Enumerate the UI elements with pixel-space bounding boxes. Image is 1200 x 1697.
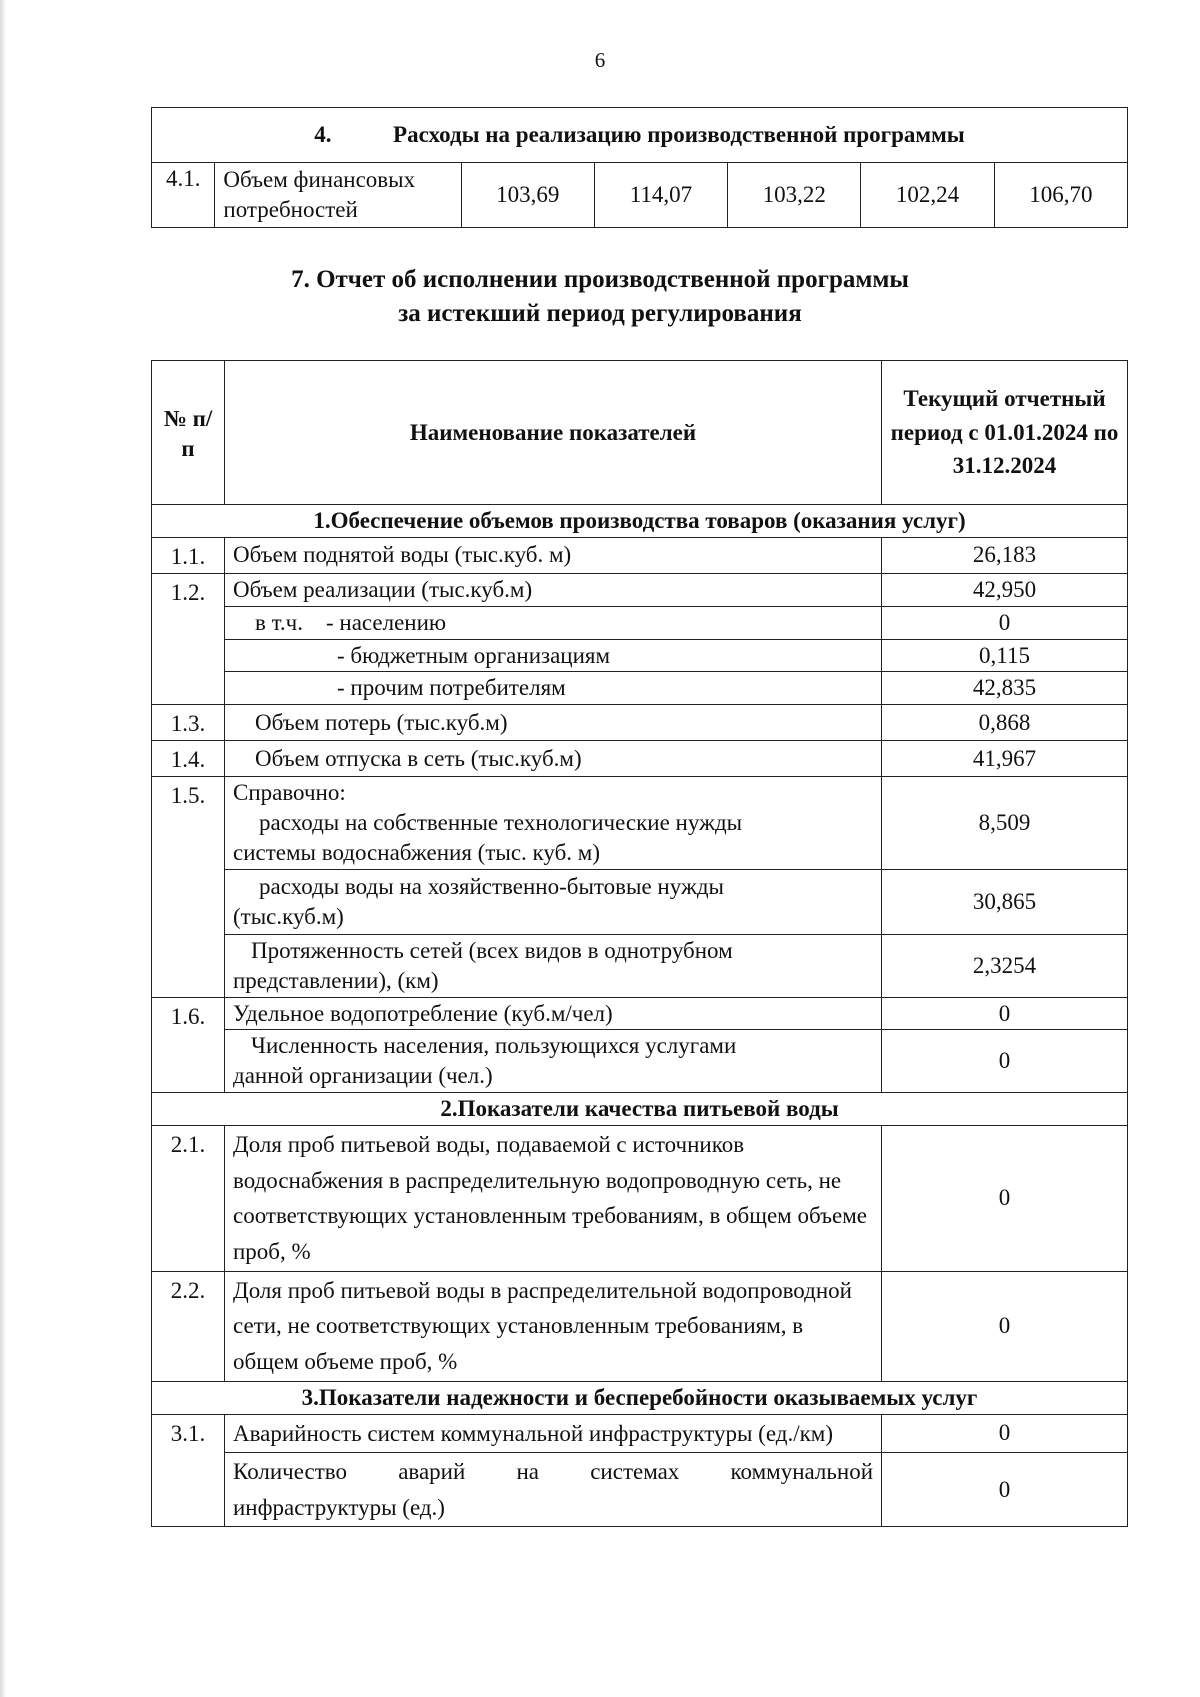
row-value: 42,835 <box>882 672 1128 705</box>
section-title-line2: за истекший период регулирования <box>398 300 802 327</box>
row-name: расходы воды на хозяйственно-бытовые нужды <box>259 873 724 899</box>
table-row <box>152 606 1128 639</box>
row-name-cont: (тыс.куб.м) <box>233 903 344 929</box>
header-num: 4. <box>314 122 332 148</box>
column-header-num: № п/п <box>152 361 225 505</box>
row-value: 30,865 <box>882 869 1128 934</box>
section-heading: 1.Обеспечение объемов производства товаров (оказания услуг) <box>152 505 1128 538</box>
row-name-cont: данной организации (чел.) <box>233 1063 493 1089</box>
row-num: 2.2. <box>152 1271 225 1381</box>
section-row <box>152 1093 1128 1126</box>
row-name: Объем финансовых потребностей <box>215 163 461 228</box>
row-value: 0 <box>882 1126 1128 1272</box>
row-name-cont: инфраструктуры (ед.) <box>233 1494 445 1520</box>
value-cell: 103,69 <box>461 163 594 228</box>
value-cell: 114,07 <box>594 163 727 228</box>
row-name: Объем поднятой воды (тыс.куб. м) <box>225 537 882 573</box>
row-value: 0,115 <box>882 639 1128 672</box>
row-name: Объем потерь (тыс.куб.м) <box>225 705 882 741</box>
row-name: Объем реализации (тыс.куб.м) <box>225 573 882 606</box>
section-row <box>152 505 1128 538</box>
row-name-cont: представлении), (км) <box>233 967 439 993</box>
row-name: - прочим потребителям <box>225 672 882 705</box>
row-name-block <box>225 1453 882 1527</box>
row-name: Доля проб питьевой воды, подаваемой с источников водоснабжения в распределительную водопроводную сеть, не соответствующих установленным требованиям, в общем объеме проб, % <box>225 1126 882 1272</box>
row-name: Протяженность сетей (всех видов в однотрубном <box>251 937 733 963</box>
row-value: 41,967 <box>882 741 1128 777</box>
table-row <box>152 1030 1128 1093</box>
section-row <box>152 1381 1128 1414</box>
row-name-block <box>225 934 882 997</box>
table-row <box>152 163 1128 228</box>
table-row <box>152 741 1128 777</box>
table-row <box>152 997 1128 1030</box>
section-title <box>0 263 1200 331</box>
row-num: 3.1. <box>152 1414 225 1527</box>
row-value: 8,509 <box>882 777 1128 870</box>
table-row <box>152 705 1128 741</box>
table-head-row <box>152 361 1128 505</box>
row-name: - бюджетным организациям <box>225 639 882 672</box>
row-value: 0 <box>882 606 1128 639</box>
row-name-block <box>225 1030 882 1093</box>
section-title-line1: 7. Отчет об исполнении производственной программы <box>291 266 909 293</box>
row-name: в т.ч. - населению <box>225 606 882 639</box>
row-name: Удельное водопотребление (куб.м/чел) <box>225 997 882 1030</box>
row-name: Количество аварий на системах коммунальной <box>233 1459 873 1485</box>
column-header-period: Текущий отчетный период с 01.01.2024 по 31.12.2024 <box>882 361 1128 505</box>
reference-label: Справочно: <box>233 780 346 806</box>
table-row <box>152 1453 1128 1527</box>
row-name: Доля проб питьевой воды в распределительной водопроводной сети, не соответствующих установленным требованиям, в общем объеме проб, % <box>225 1271 882 1381</box>
value-cell: 106,70 <box>994 163 1127 228</box>
table-row <box>152 639 1128 672</box>
row-value: 26,183 <box>882 537 1128 573</box>
table-row <box>152 869 1128 934</box>
table-row <box>152 1271 1128 1381</box>
row-num: 1.2. <box>152 573 225 705</box>
row-num: 4.1. <box>152 163 215 228</box>
section-heading: 2.Показатели качества питьевой воды <box>152 1093 1128 1126</box>
row-value: 42,950 <box>882 573 1128 606</box>
table-row <box>152 672 1128 705</box>
row-num: 1.1. <box>152 537 225 573</box>
header-title: Расходы на реализацию производственной программы <box>393 122 965 148</box>
row-value: 0 <box>882 1453 1128 1527</box>
table-header-row <box>152 108 1128 163</box>
row-num: 1.3. <box>152 705 225 741</box>
row-num: 2.1. <box>152 1126 225 1272</box>
row-name: расходы на собственные технологические нужды <box>259 810 743 836</box>
page-number: 6 <box>594 48 606 72</box>
row-name: Объем отпуска в сеть (тыс.куб.м) <box>225 741 882 777</box>
table-row <box>152 537 1128 573</box>
row-name-block <box>225 777 882 870</box>
value-cell: 102,24 <box>861 163 994 228</box>
row-name: Аварийность систем коммунальной инфраструктуры (ед./км) <box>225 1414 882 1453</box>
table-row <box>152 934 1128 997</box>
row-value: 0 <box>882 1030 1128 1093</box>
financial-needs-table <box>151 107 1128 228</box>
value-cell: 103,22 <box>728 163 861 228</box>
scan-edge <box>0 0 6 1697</box>
table-row <box>152 1414 1128 1453</box>
section-heading: 3.Показатели надежности и бесперебойности оказываемых услуг <box>152 1381 1128 1414</box>
row-value: 0 <box>882 1414 1128 1453</box>
program-report-table <box>151 360 1128 1527</box>
column-header-name: Наименование показателей <box>225 361 882 505</box>
table-header <box>152 108 1128 163</box>
row-name-cont: системы водоснабжения (тыс. куб. м) <box>233 839 600 865</box>
row-num: 1.6. <box>152 997 225 1093</box>
row-value: 2,3254 <box>882 934 1128 997</box>
row-num: 1.5. <box>152 777 225 997</box>
row-num: 1.4. <box>152 741 225 777</box>
row-value: 0,868 <box>882 705 1128 741</box>
table-row <box>152 1126 1128 1272</box>
table-row <box>152 777 1128 870</box>
row-value: 0 <box>882 997 1128 1030</box>
row-value: 0 <box>882 1271 1128 1381</box>
table-row <box>152 573 1128 606</box>
row-name: Численность населения, пользующихся услугами <box>251 1033 737 1059</box>
row-name-block <box>225 869 882 934</box>
